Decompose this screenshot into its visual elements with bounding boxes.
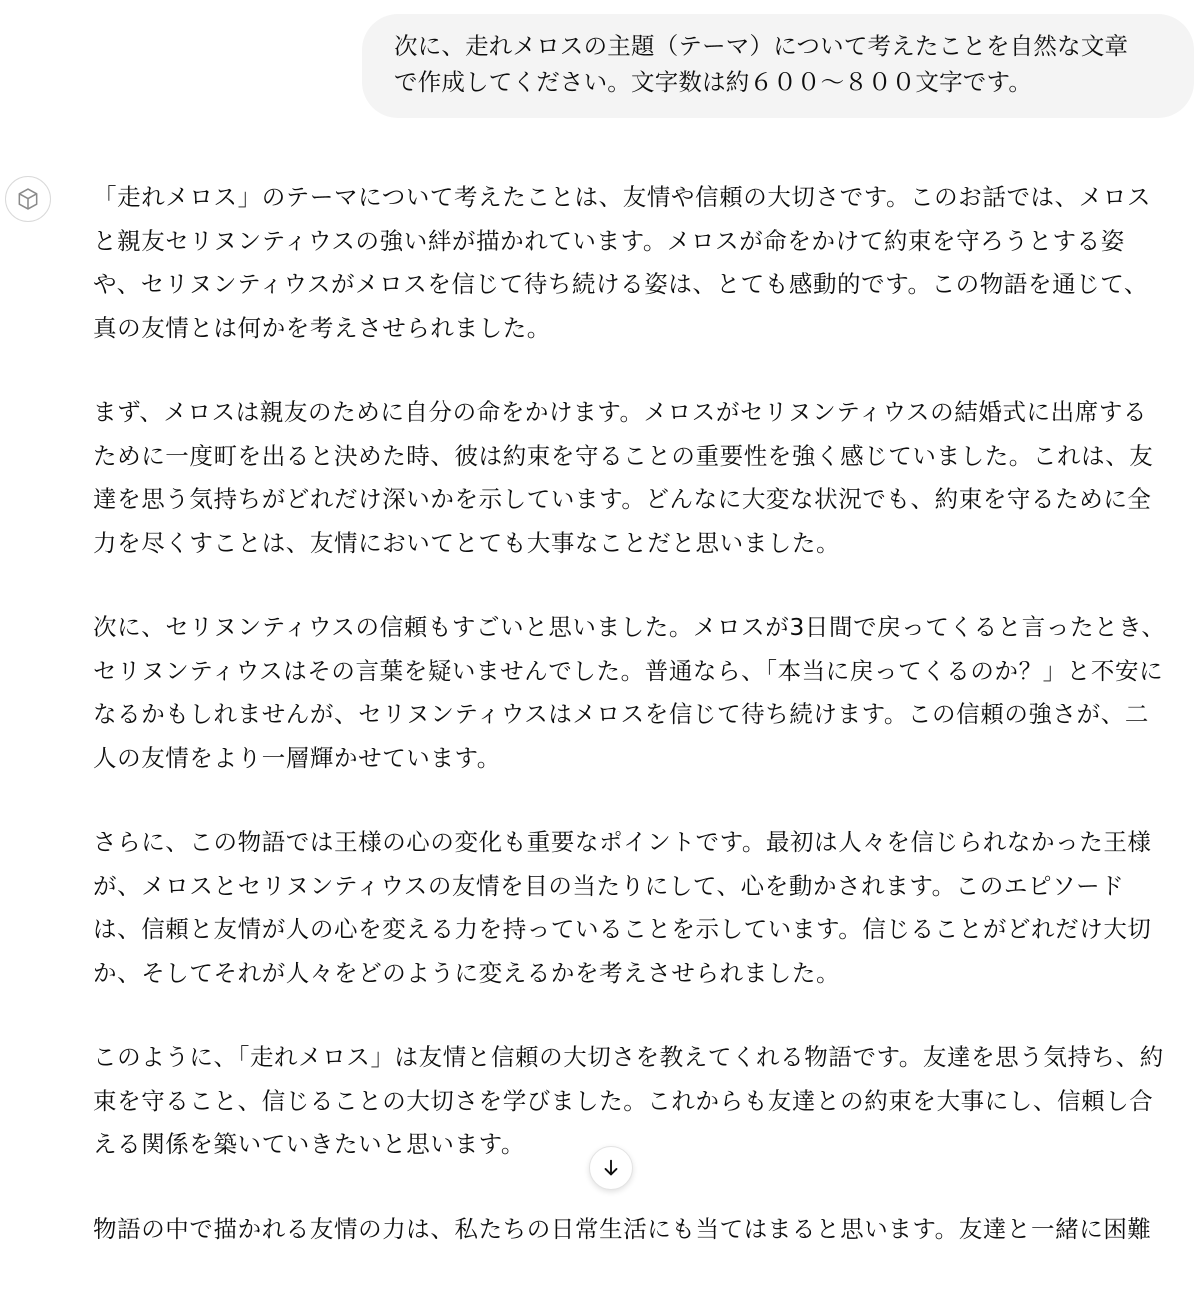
assistant-logo-icon bbox=[15, 186, 41, 212]
answer-line: える関係を築いていきたいと思います。 bbox=[93, 1130, 525, 1158]
scroll-to-bottom-button[interactable] bbox=[589, 1146, 633, 1190]
answer-line: ために一度町を出ると決めた時、彼は約束を守ることの重要性を強く感じていました。これは、友 bbox=[93, 441, 1154, 470]
answer-line: は、信頼と友情が人の心を変える力を持っていることを示しています。信じることがどれだけ大切 bbox=[93, 915, 1152, 943]
assistant-message bbox=[93, 176, 1193, 1292]
answer-line: まず、メロスは親友のために自分の命をかけます。メロスがセリヌンティウスの結婚式に出席する bbox=[93, 398, 1148, 426]
answer-line: か、そしてそれが人々をどのように変えるかを考えさせられました。 bbox=[93, 958, 841, 987]
answer-line: や、セリヌンティウスがメロスを信じて待ち続ける姿は、とても感動的です。この物語を通じて、 bbox=[93, 270, 1148, 298]
assistant-avatar bbox=[5, 176, 51, 222]
user-message-line: 次に、走れメロスの主題（テーマ）について考えたことを自然な文章 bbox=[394, 32, 1129, 60]
user-message-line: で作成してください。文字数は約６００〜８００文字です。 bbox=[394, 68, 1033, 96]
answer-line: 真の友情とは何かを考えさせられました。 bbox=[93, 313, 551, 342]
answer-line: 「走れメロス」のテーマについて考えたことは、友情や信頼の大切さです。このお話では、メロス bbox=[93, 183, 1152, 211]
answer-line: と親友セリヌンティウスの強い絆が描かれています。メロスが命をかけて約束を守ろうとする姿 bbox=[93, 226, 1125, 255]
answer-line: 束を守ること、信じることの大切さを学びました。これからも友達との約束を大事にし、信頼し合 bbox=[93, 1086, 1154, 1115]
arrow-down-icon bbox=[600, 1157, 622, 1179]
answer-paragraph bbox=[93, 391, 1193, 565]
answer-paragraph bbox=[93, 821, 1193, 995]
answer-line: このように、「走れメロス」は友情と信頼の大切さを教えてくれる物語です。友達を思う気持ち、約 bbox=[93, 1043, 1164, 1071]
answer-paragraph bbox=[93, 606, 1193, 780]
answer-paragraph bbox=[93, 1208, 1193, 1252]
answer-line: が、メロスとセリヌンティウスの友情を目の当たりにして、心を動かされます。このエピソード bbox=[93, 871, 1125, 900]
answer-line: 力を尽くすことは、友情においてとても大事なことだと思いました。 bbox=[93, 528, 841, 557]
answer-paragraph bbox=[93, 1036, 1193, 1167]
answer-line: なるかもしれませんが、セリヌンティウスはメロスを信じて待ち続けます。この信頼の強さが、二 bbox=[93, 700, 1149, 728]
answer-line: 次に、セリヌンティウスの信頼もすごいと思いました。メロスが3日間で戻ってくると言ったとき、 bbox=[93, 613, 1166, 641]
answer-paragraph bbox=[93, 176, 1193, 350]
answer-line: 物語の中で描かれる友情の力は、私たちの日常生活にも当てはまると思います。友達と一緒に困難 bbox=[93, 1214, 1152, 1243]
answer-line: さらに、この物語では王様の心の変化も重要なポイントです。最初は人々を信じられなかった王様 bbox=[93, 828, 1152, 856]
answer-line: セリヌンティウスはその言葉を疑いませんでした。普通なら、「本当に戻ってくるのか？」と不安に bbox=[93, 656, 1164, 685]
answer-line: 達を思う気持ちがどれだけ深いかを示しています。どんなに大変な状況でも、約束を守るために全 bbox=[93, 485, 1152, 513]
user-message-bubble bbox=[362, 14, 1194, 118]
answer-line: 人の友情をより一層輝かせています。 bbox=[93, 743, 501, 772]
